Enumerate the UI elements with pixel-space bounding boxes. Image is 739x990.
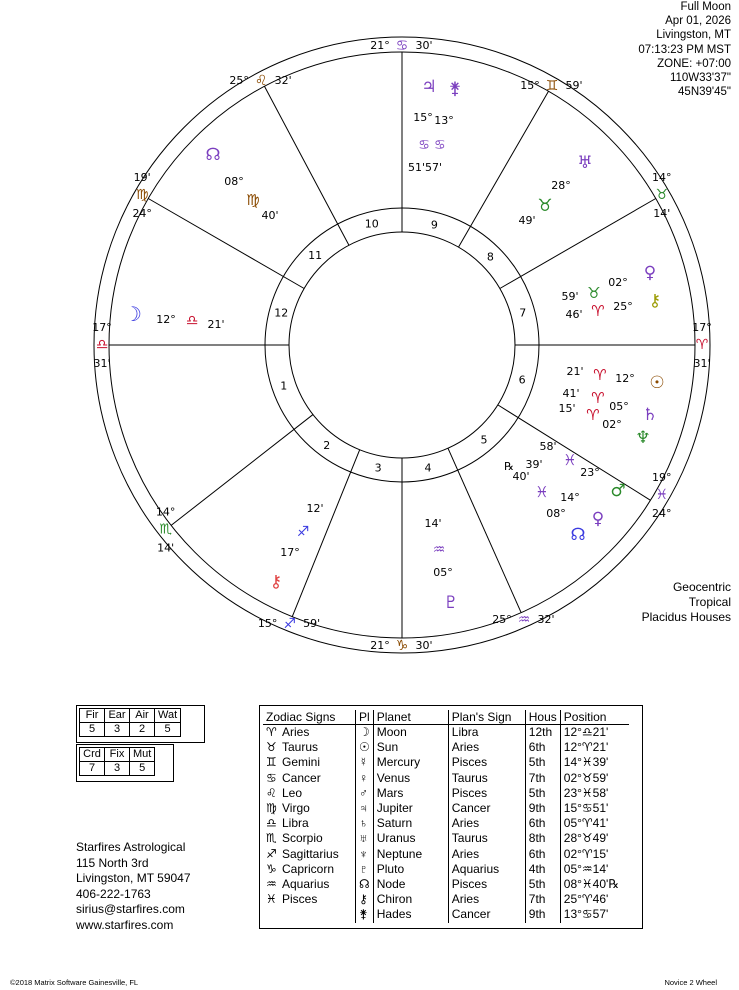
positions-row [263,847,629,862]
el-head-fire: Fir [80,709,105,723]
mode-val-cardinal: 7 [80,762,105,776]
house-number-2: 2 [323,438,331,452]
zodiac-glyph-icon: ♒ [266,877,277,892]
planet-name: Uranus [373,831,448,846]
planet-sign: Aries [448,816,525,831]
zodiac-glyph-icon: ♊ [266,755,277,770]
address-website[interactable]: www.starfires.com [76,917,174,932]
positions-row [263,862,629,877]
cusp-minute: 30' [415,639,433,652]
house-number-10: 10 [364,217,379,231]
pl-glyph: ☊ [356,877,374,892]
pl-glyph: ♃ [356,801,374,816]
neptune-icon: ♆ [635,428,651,448]
node-icon: ☊ [570,525,586,545]
el-val-water: 5 [155,723,181,737]
pl-glyph: ♀ [356,771,374,786]
header-zodiac: Zodiac Signs [263,710,356,725]
header-position: Position [560,710,629,725]
chart-type-houses: Placidus Houses [641,610,731,624]
cusp-minute: 24° [652,507,672,520]
cusp-line-2 [171,415,313,526]
elements-table [79,708,181,737]
cusp-minute: 31' [93,357,111,370]
address-email[interactable]: sirius@starfires.com [76,902,185,917]
positions-row [263,816,629,831]
planet-name: Mercury [373,755,448,770]
h5-sign1: ♓ [563,451,577,469]
cusp-sign-icon: ♊ [545,78,559,95]
chart-latitude: 45N39'45" [678,86,731,99]
h6-e: 05° [609,400,629,413]
planet-house: 7th [525,892,560,907]
cusp-line-8 [500,199,656,289]
zodiac-glyph-icon: ♑ [266,861,277,876]
h7-b: 59' [561,290,579,303]
address-city: Livingston, MT 59047 [76,871,191,886]
planet-position: 23°♓58' [563,785,609,800]
chart-location: Livingston, MT [656,29,731,42]
pl-glyph: ⚷ [356,892,374,907]
el-head-earth: Ear [105,709,130,723]
zodiac-name: Aries [282,725,310,739]
planet-sign: Cancer [448,907,525,922]
zodiac-glyph-icon: ♎ [266,816,277,831]
h7-sign2: ♈ [591,302,605,320]
chart-time: 07:13:23 PM MST [638,43,731,56]
house-number-8: 8 [486,250,494,264]
planet-name: Chiron [373,892,448,907]
cusp-sign-icon: ♏ [159,521,172,538]
h5-f: 08° [546,507,566,520]
mars-icon: ♂ [610,481,626,501]
planet-position: 12°♈21' [563,740,609,755]
positions-row [263,771,629,786]
pluto-icon: ♇ [443,593,459,613]
h7-c: 46' [565,308,583,321]
zodiac-name: Scorpio [282,831,323,846]
h4-a: 14' [424,517,442,530]
mode-val-fixed: 3 [105,762,130,776]
zodiac-name: Cancer [282,770,321,785]
zodiac-cell [263,801,356,816]
cusp-degree: 21° [370,39,390,52]
cusp-sign-icon: ♐ [283,616,296,633]
planet-sign: Cancer [448,801,525,816]
h9-bot: 51'57' [407,161,443,174]
planet-sign: Pisces [448,786,525,801]
mode-head-cardinal: Crd [80,748,105,762]
el-val-earth: 3 [105,723,130,737]
h5-c: 40' [512,470,530,483]
positions-row [263,725,629,741]
cusp-sign-icon: ♋ [395,38,409,54]
planet-name: Venus [373,771,448,786]
zodiac-name: Leo [282,785,303,800]
zodiac-glyph-icon: ♈ [266,725,277,739]
chart-type-tropical: Tropical [688,595,731,609]
h5-e: 14° [560,491,580,504]
footer-copyright: ©2018 Matrix Software Gainesville, FL [10,978,139,987]
planet-house: 6th [525,816,560,831]
cusp-degree: 17° [92,321,112,334]
cusp-degree: 15° [520,79,540,93]
planet-position: 02°♉59' [563,770,609,785]
h4-b: 05° [433,566,453,579]
zodiac-name: Pisces [282,892,318,907]
zodiac-glyph-icon: ♓ [266,892,277,907]
cusp-degree: 21° [370,639,390,652]
h4-sign: ♒ [432,542,446,558]
chiron-left-icon: ⚷ [269,572,283,592]
header-pl: Pl [356,710,374,725]
cusp-sign-icon: ♎ [95,337,109,353]
cusp-minute: 30' [415,39,433,52]
positions-row [263,786,629,801]
planet-position: 12°♎21' [563,725,609,739]
cusp-label-2 [520,78,582,94]
house-number-3: 3 [374,461,382,475]
pl-glyph: ☉ [356,740,374,755]
h6-d: 15' [558,402,576,415]
cusp-label-7 [370,638,432,654]
zodiac-glyph-icon: ♍ [266,801,277,816]
zodiac-glyph-icon: ♐ [266,846,277,861]
modes-table [79,747,155,776]
zodiac-cell [263,725,356,741]
taurus-mercury-icon: ♉ [537,196,553,216]
cusp-degree: 15° [257,617,278,631]
planet-sign: Aquarius [448,862,525,877]
h9-min: 13° [434,114,454,127]
cusp-sign-icon: ♑ [395,638,409,654]
h5-a: 58' [539,440,557,453]
planet-position: 05°♈41' [563,816,609,831]
zodiac-name: Aquarius [282,877,330,892]
h9-deg: 15° [413,111,433,124]
planet-house: 5th [525,786,560,801]
house-numbers [274,218,526,475]
cusp-minute: 31' [693,357,711,370]
zodiac-glyph-icon: ♏ [266,831,277,846]
pl-glyph: ☽ [356,725,374,741]
house-number-9: 9 [430,218,438,232]
planet-name: Neptune [373,847,448,862]
cusp-label-9 [156,506,176,555]
cusp-sign-icon: ♌ [254,73,268,90]
planet-position: 15°♋51' [563,801,609,816]
h12-sign: ♎ [185,313,199,329]
positions-row [263,892,629,907]
chart-zone: ZONE: +07:00 [657,57,731,70]
sagittarius-icon: ♐ [296,524,310,540]
cusp-minute: 14' [653,207,671,220]
house-number-6: 6 [518,373,526,387]
zodiac-name: Taurus [282,740,319,755]
cusp-minute: 59' [303,617,321,631]
planet-sign: Pisces [448,877,525,892]
header-plan-sign: Plan's Sign [448,710,525,725]
cusp-degree: 17° [692,321,712,334]
zodiac-glyph-icon: ♌ [266,785,277,800]
planet-sign: Taurus [448,831,525,846]
zodiac-name: Libra [282,816,309,831]
pl-glyph: ♄ [356,816,374,831]
cusp-sign-icon: ♒ [517,612,531,629]
planet-name: Jupiter [373,801,448,816]
planet-name: Saturn [373,816,448,831]
planet-position: 13°♋57' [563,907,609,922]
house-cusp-lines [109,52,695,638]
zodiac-cell [263,755,356,770]
cusp-label-5 [652,471,672,520]
cusp-degree: 19' [133,171,151,184]
zodiac-cell [263,740,356,755]
cusp-degree: 19° [652,471,672,484]
house-number-ring-inner [289,232,515,458]
planet-name: Mars [373,786,448,801]
zodiac-cell [263,831,356,846]
h9-signs: ♋ ♋ [418,138,446,153]
chiron-icon: ⚷ [648,291,662,311]
h5-sign2: ♓ [535,483,549,501]
zodiac-cell [263,771,356,786]
cusp-sign-icon: ♈ [695,337,709,353]
pl-glyph: ♅ [356,831,374,846]
planet-position: 25°♈46' [563,892,609,907]
planet-house: 8th [525,831,560,846]
cusp-sign-icon: ♍ [135,187,149,203]
planet-sign: Pisces [448,755,525,770]
positions-row [263,907,629,922]
positions-row [263,755,629,770]
cusp-label-4 [692,321,712,370]
h5-d: 23° [580,466,600,479]
planet-house: 12th [525,725,560,741]
zodiac-cell [263,816,356,831]
footer-wheel-type: Novice 2 Wheel [664,978,717,987]
zodiac-cell [263,877,356,892]
h8-deg: 28° [551,179,571,192]
h6-f: 02° [602,418,622,431]
pl-glyph: ⚵ [356,907,374,922]
chart-title: Full Moon [680,1,731,13]
cusp-sign-icon: ♓ [655,487,669,503]
address-street: 115 North 3rd [76,855,149,870]
pl-glyph: ♂ [356,786,374,801]
positions-header-row [263,710,629,725]
h12-b: 21' [207,318,225,331]
pl-glyph: ♇ [356,862,374,877]
house-number-5: 5 [480,433,488,447]
h7-d: 25° [613,300,633,313]
header-planet: Planet [373,710,448,725]
cusp-label-3 [652,171,672,220]
address-block [76,840,191,934]
cusp-label-11 [132,171,152,220]
mode-head-fixed: Fix [105,748,130,762]
pluto-small-icon: ♀ [591,509,605,529]
h3-b: 17° [280,546,300,559]
cusp-degree: 14° [155,505,176,519]
sun-icon: ☉ [649,373,665,393]
chart-date: Apr 01, 2026 [665,15,731,28]
address-company: Starfires Astrological [76,840,186,854]
zodiac-cell [263,907,356,922]
h7-a: 02° [608,276,628,289]
h6-c: 41' [562,387,580,400]
el-val-air: 2 [130,723,155,737]
zodiac-cell [263,847,356,862]
h6-sign3: ♈ [586,406,600,424]
zodiac-name: Gemini [282,755,321,770]
house-number-7: 7 [519,306,527,320]
positions-row [263,877,629,892]
positions-table [263,710,629,923]
chart-type-geocentric: Geocentric [672,580,731,594]
planet-house: 7th [525,771,560,786]
h7-sign1: ♉ [587,284,601,302]
planet-sign: Taurus [448,771,525,786]
zodiac-name: Sagittarius [282,846,339,861]
h11-b: 40' [261,209,279,222]
cusp-minute: 14' [157,541,175,555]
h6-a: 21' [566,365,584,378]
h6-sign2: ♈ [591,389,605,407]
h5-rx: ℞ [504,460,514,473]
cusp-minute: 59' [565,79,583,93]
cusp-degree: 14° [652,171,672,184]
cusp-line-12 [148,199,304,289]
address-phone: 406-222-1763 [76,886,151,901]
planet-sign: Aries [448,847,525,862]
planet-house: 9th [525,907,560,922]
hades-icon: ⚵ [448,79,462,99]
zodiac-name: Virgo [282,801,310,816]
h8-min: 49' [518,214,536,227]
cusp-minute: 32' [274,74,292,88]
cusp-label-8 [258,616,320,632]
h5-b: 39' [525,458,543,471]
zodiac-cell [263,786,356,801]
h3-a: 12' [306,502,324,515]
planet-name: Node [373,877,448,892]
zodiac-glyph-icon: ♋ [266,770,277,785]
el-head-air: Air [130,709,155,723]
pl-glyph: ☿ [356,755,374,770]
planet-position: 02°♈15' [563,846,609,861]
planet-position: 08°♓40'℞ [563,877,620,892]
saturn-icon: ♄ [642,405,658,425]
h11-sign: ♍ [246,191,260,209]
cusp-degree: 25° [229,74,249,88]
positions-row [263,740,629,755]
cusp-sign-icon: ♉ [655,187,669,203]
house-number-ring-outer [265,208,539,482]
north-node-icon: ☊ [205,145,221,165]
chart-longitude: 110W33'37" [669,72,731,85]
planet-name: Hades [373,907,448,922]
mode-head-mutable: Mut [130,748,155,762]
house-number-11: 11 [308,249,323,263]
uranus-icon: ♅ [577,153,593,173]
h6-sign1: ♈ [593,366,607,384]
planet-position: 05°♒14' [563,861,609,876]
cusp-minute: 32' [537,613,555,627]
cusp-label-6 [492,612,554,628]
el-val-fire: 5 [80,723,105,737]
header-house: Hous [525,710,560,725]
house-number-12: 12 [274,306,289,320]
positions-row [263,831,629,846]
moon-icon: ☽ [124,302,142,326]
zodiac-name: Capricorn [282,861,335,876]
venus-icon: ♀ [643,263,657,283]
zodiac-glyph-icon: ♉ [266,740,277,755]
house-number-4: 4 [424,461,432,475]
planet-position: 14°♓39' [563,755,609,770]
mode-val-mutable: 5 [130,762,155,776]
cusp-minute: 24° [132,207,152,220]
planet-sign: Libra [448,725,525,741]
cusp-label-12 [229,73,291,89]
planet-name: Pluto [373,862,448,877]
jupiter-icon: ♃ [421,77,437,97]
cusp-label-1 [370,38,432,54]
positions-row [263,801,629,816]
zodiac-cell [263,892,356,907]
planet-sign: Aries [448,740,525,755]
planet-house: 5th [525,877,560,892]
planet-position: 28°♉49' [563,831,609,846]
h6-b: 12° [615,372,635,385]
planet-house: 4th [525,862,560,877]
planet-house: 9th [525,801,560,816]
planet-sign: Aries [448,892,525,907]
pl-glyph: ♆ [356,847,374,862]
planet-name: Sun [373,740,448,755]
el-head-water: Wat [155,709,181,723]
house-number-1: 1 [280,379,288,393]
planet-house: 5th [525,755,560,770]
zodiac-cell [263,862,356,877]
planet-house: 6th [525,740,560,755]
h11-a: 08° [224,175,244,188]
cusp-degree: 25° [492,613,512,627]
planet-name: Moon [373,725,448,741]
planet-house: 6th [525,847,560,862]
h12-a: 12° [156,313,176,326]
